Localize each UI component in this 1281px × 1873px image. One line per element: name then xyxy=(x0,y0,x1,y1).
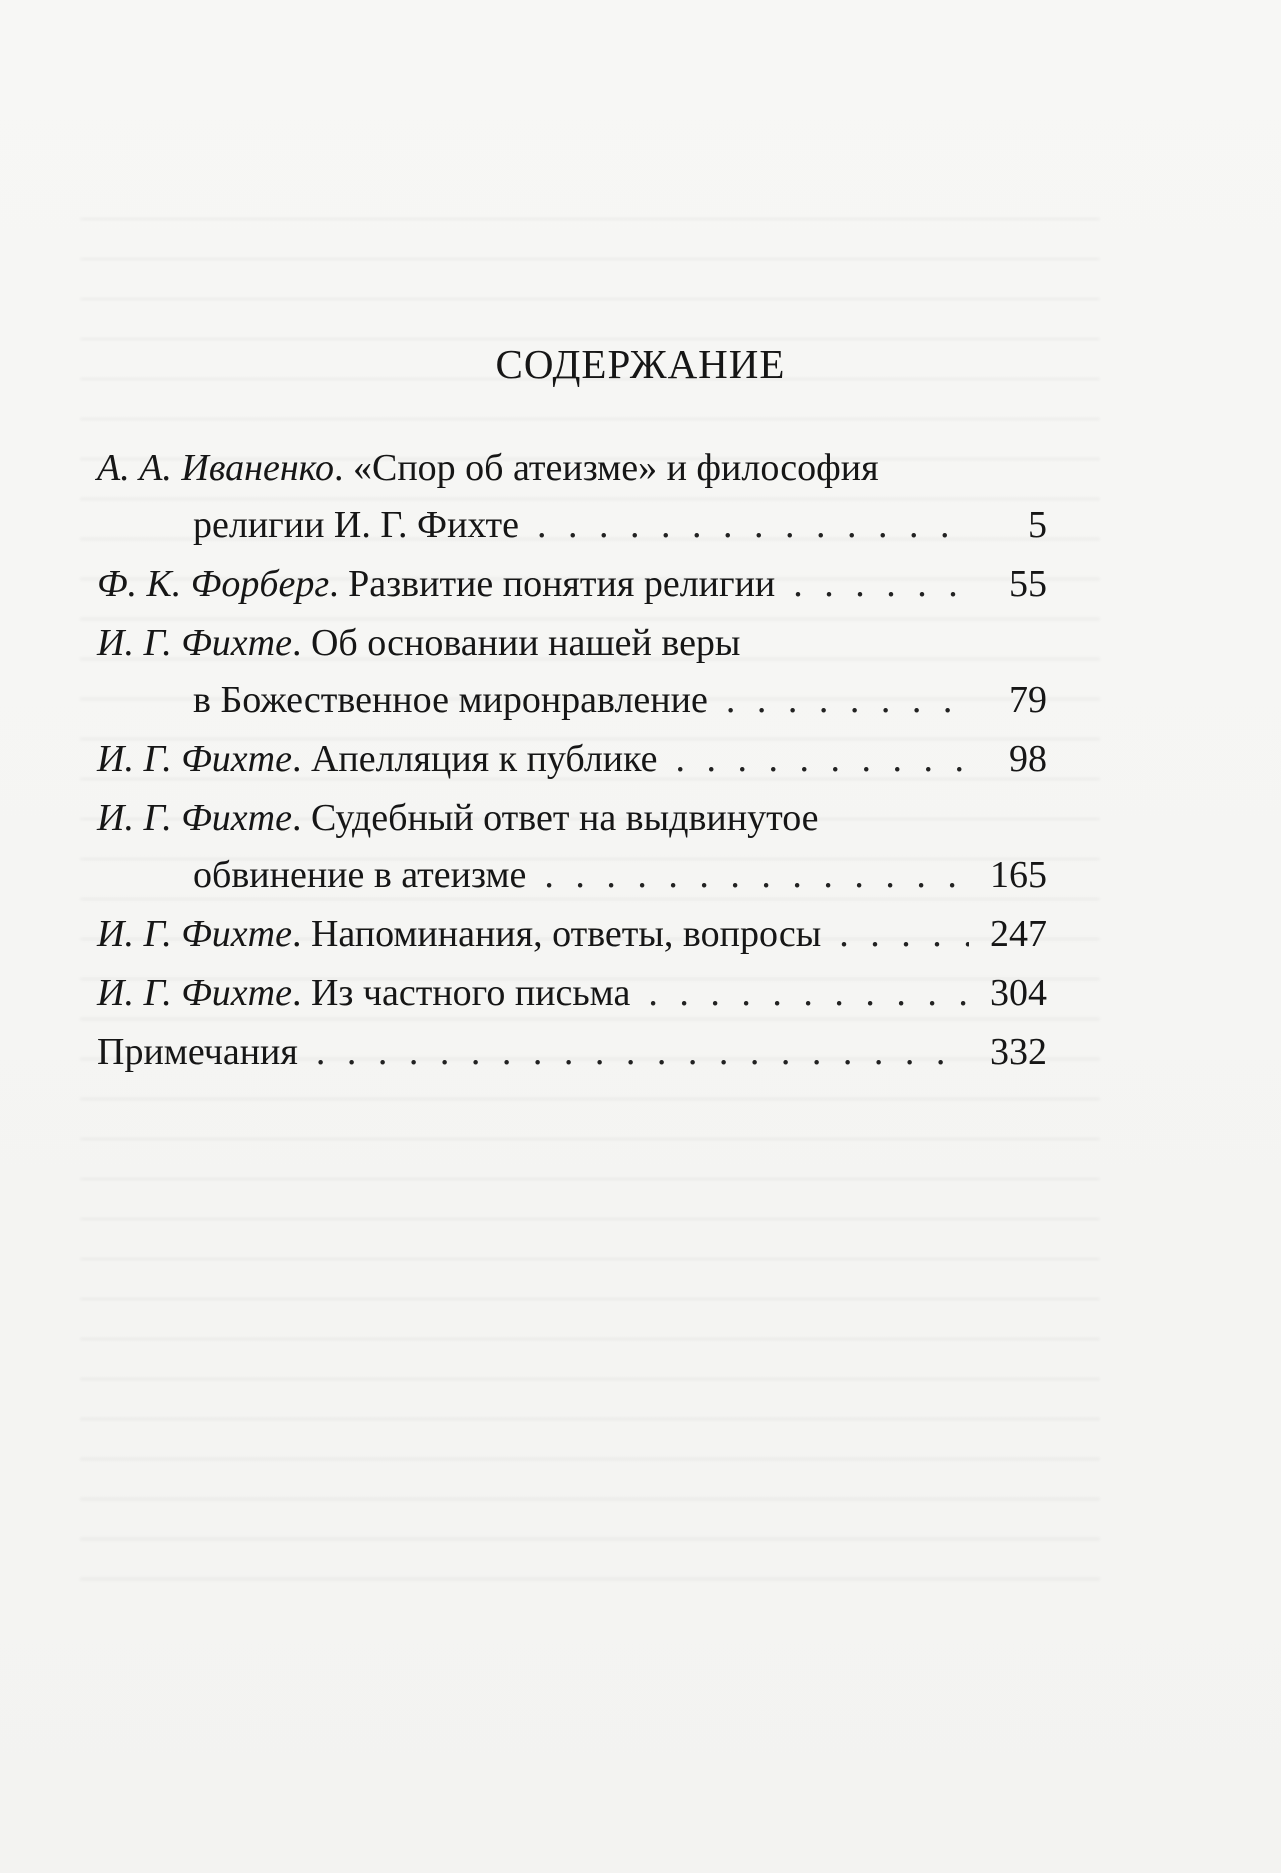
toc-title: . Развитие понятия религии xyxy=(329,563,776,605)
toc-title: . Судебный ответ на выдвинутое xyxy=(291,797,819,839)
toc-title: . Апелляция к публике xyxy=(291,738,658,780)
toc-page-number: 55 xyxy=(1009,563,1047,605)
toc-entry xyxy=(97,1024,1047,1081)
toc-author: И. Г. Фихте xyxy=(97,913,292,955)
toc-entry xyxy=(97,906,1047,963)
toc-entry-line xyxy=(97,440,1047,497)
toc-entry-line xyxy=(97,615,1047,672)
toc-entry xyxy=(97,615,1047,729)
toc-author: И. Г. Фихте xyxy=(97,972,292,1014)
table-of-contents xyxy=(97,440,1047,1083)
toc-author: А. А. Иваненко xyxy=(97,447,334,489)
dot-leader xyxy=(544,847,969,904)
toc-entry-line xyxy=(97,556,1047,613)
toc-entry-line xyxy=(97,847,1047,904)
toc-entry-line xyxy=(97,965,1047,1022)
toc-entry-line xyxy=(97,1024,1047,1081)
toc-title-continued: обвинение в атеизме xyxy=(193,854,527,896)
dot-leader xyxy=(839,906,969,963)
toc-author: И. Г. Фихте xyxy=(97,622,292,664)
toc-title: . Из частного письма xyxy=(291,972,631,1014)
toc-title: . Напоминания, ответы, вопросы xyxy=(291,913,822,955)
toc-title-continued: религии И. Г. Фихте xyxy=(193,504,519,546)
dot-leader xyxy=(726,672,969,729)
toc-page-number: 98 xyxy=(1009,738,1047,780)
dot-leader xyxy=(648,965,969,1022)
dot-leader xyxy=(537,497,969,554)
toc-entry xyxy=(97,556,1047,613)
toc-entry xyxy=(97,731,1047,788)
toc-entry-line xyxy=(97,497,1047,554)
toc-entry-line xyxy=(97,906,1047,963)
toc-entry xyxy=(97,965,1047,1022)
page-title: СОДЕРЖАНИЕ xyxy=(495,341,786,387)
toc-title: . Об основании нашей веры xyxy=(291,622,741,664)
toc-title-continued: в Божественное миронравление xyxy=(193,679,708,721)
toc-entry-line xyxy=(97,790,1047,847)
toc-page-number: 165 xyxy=(990,854,1047,896)
toc-author: И. Г. Фихте xyxy=(97,738,292,780)
toc-author: Ф. К. Форберг xyxy=(97,563,330,605)
toc-page-number: 304 xyxy=(990,972,1047,1014)
toc-title: Примечания xyxy=(97,1031,298,1073)
toc-entry-line xyxy=(97,672,1047,729)
toc-page-number: 5 xyxy=(1028,504,1047,546)
dot-leader xyxy=(316,1024,969,1081)
toc-entry xyxy=(97,440,1047,554)
toc-page-number: 332 xyxy=(990,1031,1047,1073)
toc-title: . «Спор об атеизме» и философия xyxy=(334,447,879,489)
toc-page-number: 247 xyxy=(990,913,1047,955)
toc-page-number: 79 xyxy=(1009,679,1047,721)
toc-entry-line xyxy=(97,731,1047,788)
dot-leader xyxy=(793,556,969,613)
toc-author: И. Г. Фихте xyxy=(97,797,292,839)
toc-entry xyxy=(97,790,1047,904)
dot-leader xyxy=(676,731,969,788)
